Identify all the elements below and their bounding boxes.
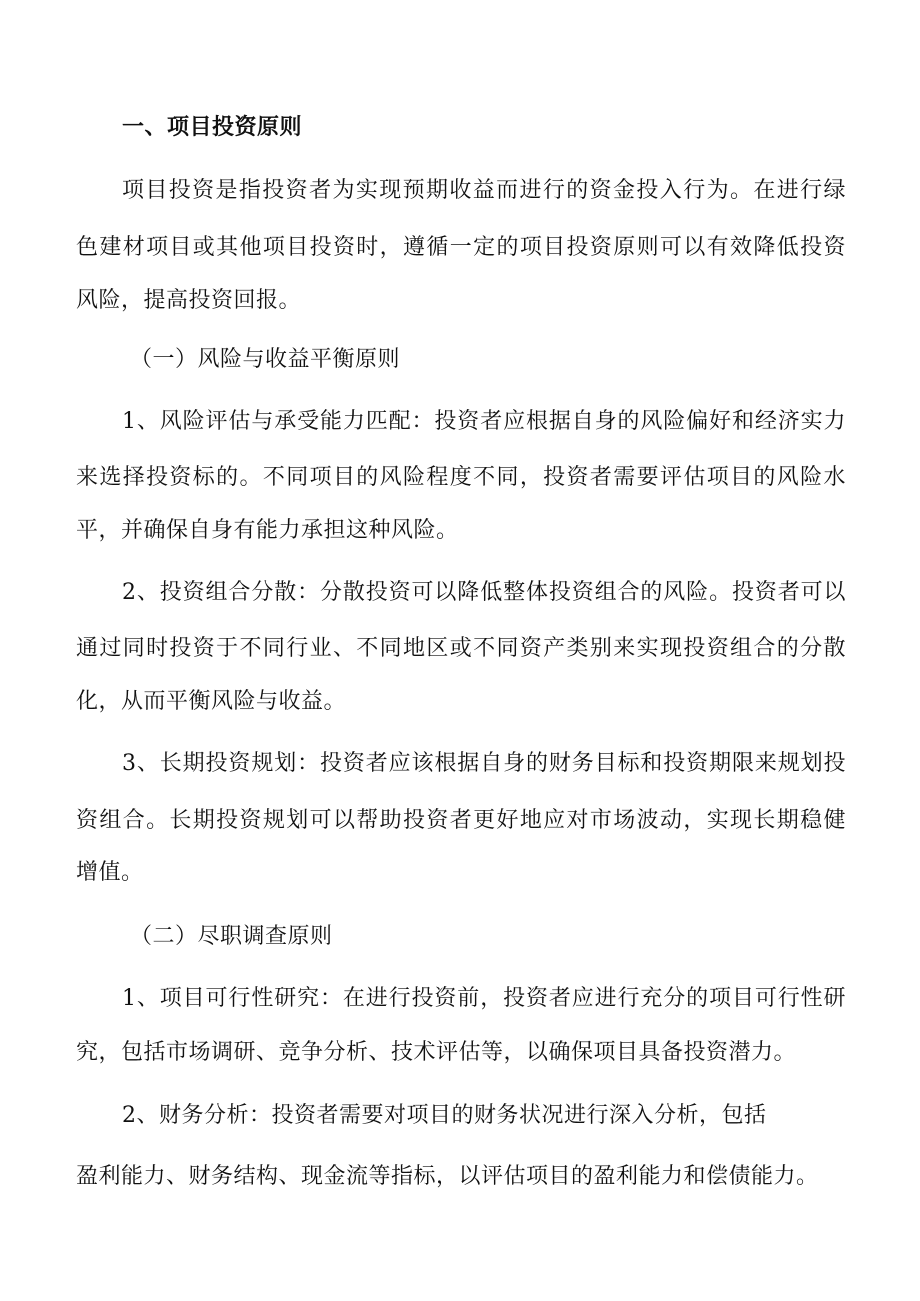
s1-item3-line-2: 资组合。长期投资规划可以帮助投资者更好地应对市场波动，实现长期稳健 xyxy=(76,808,846,833)
intro-paragraph-line-2: 色建材项目或其他项目投资时，遵循一定的项目投资原则可以有效降低投资 xyxy=(76,235,846,260)
s1-item3-line-3: 增值。 xyxy=(76,860,144,885)
s1-item2-line-1: 2、投资组合分散：分散投资可以降低整体投资组合的风险。投资者可以 xyxy=(122,580,846,605)
section-heading: 一、项目投资原则 xyxy=(122,114,303,140)
s1-item2-line-3: 化，从而平衡风险与收益。 xyxy=(76,689,347,714)
s2-item1-line-2: 究，包括市场调研、竞争分析、技术评估等，以确保项目具备投资潜力。 xyxy=(76,1040,797,1065)
intro-paragraph-line-3: 风险，提高投资回报。 xyxy=(76,288,302,313)
subsection-title-1: （一）风险与收益平衡原则 xyxy=(130,347,401,372)
s1-item3-line-1: 3、长期投资规划：投资者应该根据自身的财务目标和投资期限来规划投 xyxy=(122,751,846,776)
intro-paragraph-line-1: 项目投资是指投资者为实现预期收益而进行的资金投入行为。在进行绿 xyxy=(122,178,846,203)
s1-item1-line-1: 1、风险评估与承受能力匹配：投资者应根据自身的风险偏好和经济实力 xyxy=(122,409,846,434)
s1-item1-line-2: 来选择投资标的。不同项目的风险程度不同，投资者需要评估项目的风险水 xyxy=(76,465,846,490)
s1-item1-line-3: 平，并确保自身有能力承担这种风险。 xyxy=(76,518,459,543)
s2-item2-line-2: 盈利能力、财务结构、现金流等指标，以评估项目的盈利能力和偿债能力。 xyxy=(76,1164,819,1189)
s1-item2-line-2: 通过同时投资于不同行业、不同地区或不同资产类别来实现投资组合的分散 xyxy=(76,636,846,661)
subsection-title-2: （二）尽职调查原则 xyxy=(130,924,333,949)
s2-item1-line-1: 1、项目可行性研究：在进行投资前，投资者应进行充分的项目可行性研 xyxy=(122,986,846,1011)
s2-item2-line-1: 2、财务分析：投资者需要对项目的财务状况进行深入分析，包括 xyxy=(122,1103,767,1128)
